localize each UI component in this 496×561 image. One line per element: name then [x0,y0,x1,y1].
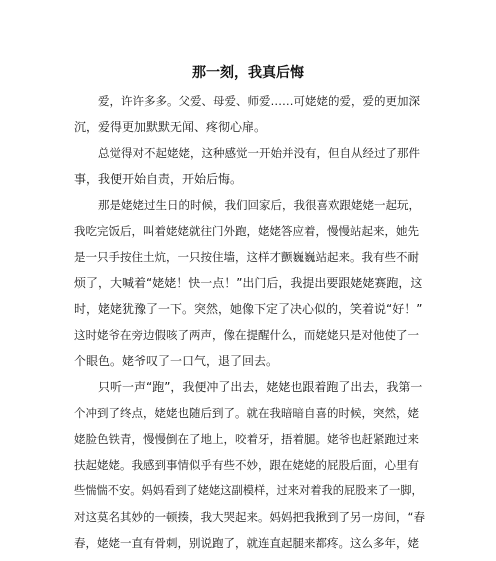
text-line-11: 个眼色。姥爷叹了一口气，退了回去。 [74,354,279,368]
text-line-14: 姥脸色铁青，慢慢倒在了地上，咬着牙，捂着腿。姥爷也赶紧跑过来 [74,432,419,446]
text-line-1: 爱，许许多多。父爱、母爱、师爱……可姥姥的爱，爱的更加深 [98,94,420,108]
text-line-3: 总觉得对不起姥姥，这种感觉一开始并没有，但自从经过了那件 [98,146,420,160]
text-line-16: 些惴惴不安。妈妈看到了姥姥这副模样，过来对着我的屁股来了一脚， [74,484,423,497]
article-title: 那一刻，我真后悔 [192,65,304,81]
text-line-12: 只听一声“跑”，我便冲了出去，姥姥也跟着跑了出去，我第一 [98,380,423,394]
text-line-5: 那是姥姥过生日的时候，我们回家后，我很喜欢跟姥姥一起玩， [98,198,420,212]
text-line-18: 春，姥姥一直有骨刺，别说跑了，就连直起腿来都疼。这么多年，姥 [74,536,419,550]
text-line-13: 个冲到了终点，姥姥也随后到了。就在我暗暗自喜的时候，突然，姥 [74,406,419,420]
text-line-8: 烦了，大喊着“姥姥！快一点！”出门后，我提出要跟姥姥赛跑，这 [74,276,423,290]
text-line-2: 沉，爱得更加默默无闻、疼彻心扉。 [74,120,267,134]
text-line-10: 这时姥爷在旁边假咳了两声，像在提醒什么，而姥姥只是对他使了一 [74,328,419,342]
text-line-6: 我吃完饭后，叫着姥姥就往门外跑，姥姥答应着，慢慢站起来，她先 [74,224,419,238]
text-line-4: 事，我便开始自责，开始后悔。 [74,172,243,186]
text-line-17: 对这莫名其妙的一顿揍，我大哭起来。妈妈把我揪到了另一房间，“春 [74,510,425,524]
text-line-9: 时，姥姥犹豫了一下。突然，她像下定了决心似的，笑着说“好！” [74,302,423,316]
text-line-15: 扶起姥姥。我感到事情似乎有些不妙，跟在姥姥的屁股后面，心里有 [74,458,419,472]
text-line-7: 是一只手按住土炕，一只按住墙，这样才颤巍巍站起来。我有些不耐 [74,250,419,264]
